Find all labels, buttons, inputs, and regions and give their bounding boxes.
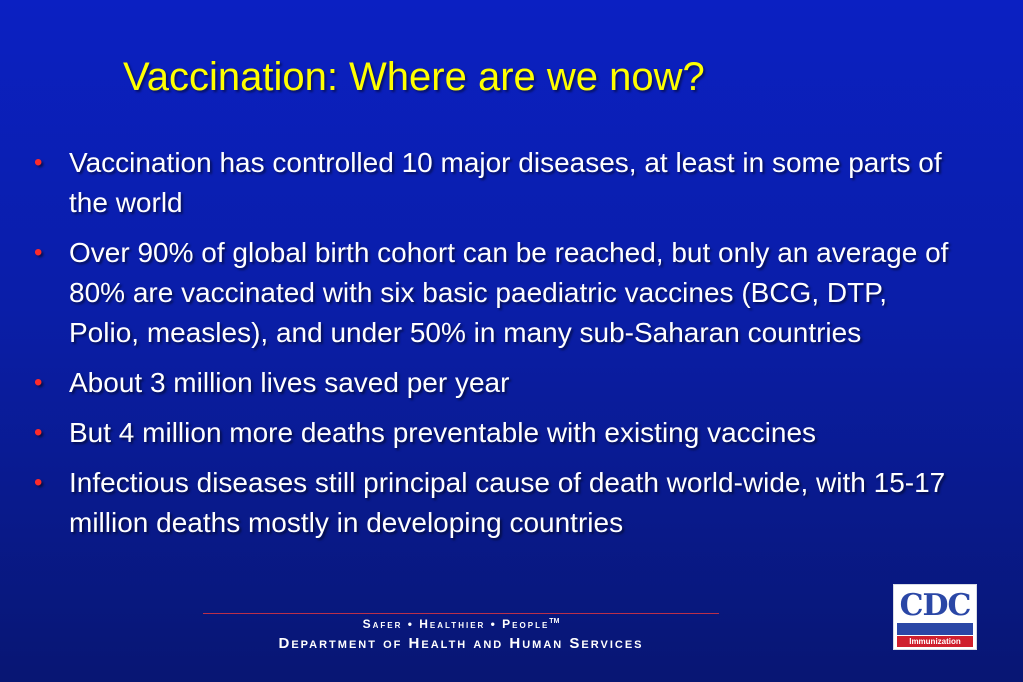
bullet-text: About 3 million lives saved per year [69, 367, 510, 398]
bullet-item [34, 413, 964, 453]
bullet-icon: • [34, 239, 43, 266]
bullet-icon: • [34, 149, 43, 176]
bullet-list [34, 143, 964, 553]
slide-title: Vaccination: Where are we now? [123, 55, 705, 99]
bullet-item [34, 143, 964, 223]
cdc-logo-label: Immunization [897, 636, 973, 647]
bullet-item [34, 363, 964, 403]
bullet-item [34, 233, 964, 353]
cdc-logo-text: CDC [899, 588, 971, 623]
bullet-icon: • [34, 369, 43, 396]
footer-tagline [203, 617, 719, 631]
bullet-text: Over 90% of global birth cohort can be reached, but only an average of 80% are vaccinated with six basic paediatric vaccines (BCG, DTP, Polio, measles), and under 50% in many sub-Saharan countries [69, 237, 949, 348]
bullet-text: But 4 million more deaths preventable with existing vaccines [69, 417, 817, 448]
cdc-logo [893, 584, 977, 650]
footer-tagline-text: Safer • Healthier • People [362, 617, 550, 631]
bullet-item [34, 463, 964, 543]
bullet-text: Infectious diseases still principal cause of death world-wide, with 15-17 million deaths mostly in developing countries [69, 467, 946, 538]
footer-department: Department of Health and Human Services [278, 635, 644, 652]
trademark-mark: TM [549, 618, 560, 625]
footer-divider [203, 613, 719, 614]
bullet-icon: • [34, 469, 43, 496]
cdc-logo-band [897, 623, 973, 635]
bullet-text: Vaccination has controlled 10 major diseases, at least in some parts of the world [69, 147, 942, 218]
bullet-icon: • [34, 419, 43, 446]
